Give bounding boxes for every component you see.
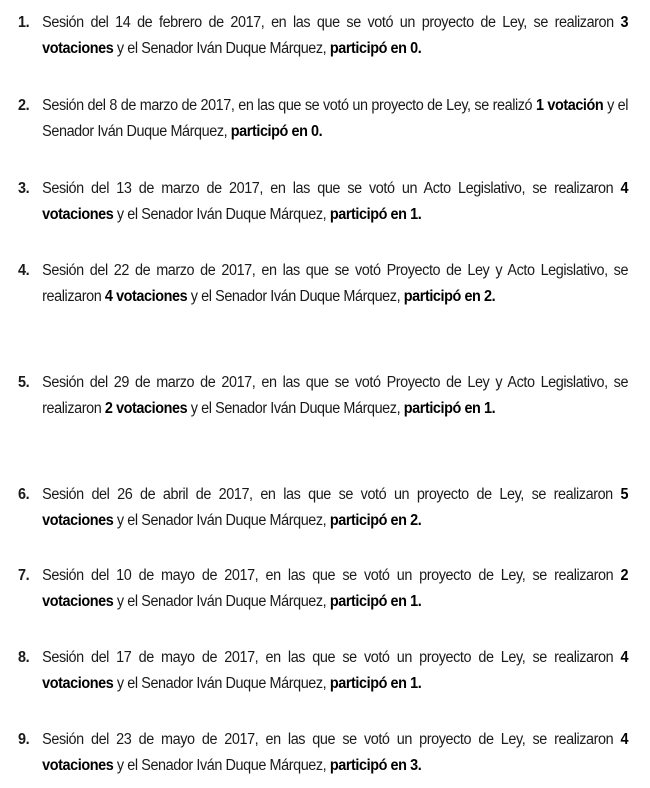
- votaciones-count: 4 votaciones: [42, 649, 629, 692]
- votaciones-count: 2 votaciones: [42, 567, 629, 610]
- participacion-count: participó en 2.: [329, 512, 422, 529]
- item-number: 7.: [18, 567, 30, 584]
- item-text: [42, 482, 628, 534]
- item-text-part: y el Senador Iván Duque Márquez,: [187, 288, 404, 305]
- item-text-part: y el Senador Iván Duque Márquez,: [113, 757, 330, 774]
- participacion-count: participó en 0.: [329, 40, 422, 57]
- votaciones-count: 2 votaciones: [104, 400, 188, 417]
- list-item-1: [18, 10, 629, 62]
- item-text-part: y el Senador Iván Duque Márquez,: [113, 40, 330, 57]
- item-text: [42, 10, 628, 62]
- participacion-count: participó en 1.: [329, 206, 422, 223]
- item-text-part: Sesión del 26 de abril de 2017, en las que se votó un proyecto de Ley, se realizaron: [42, 486, 621, 503]
- votaciones-count: 5 votaciones: [42, 486, 629, 529]
- list-item-3: [18, 176, 629, 228]
- item-number: 4.: [18, 262, 30, 279]
- list-item-7: [18, 563, 629, 615]
- item-text-part: Sesión del 22 de marzo de 2017, en las que se votó Proyecto de Ley y Acto Legislativo, se realizaron: [42, 262, 629, 305]
- item-text-part: Sesión del 10 de mayo de 2017, en las que se votó un proyecto de Ley, se realizaron: [42, 567, 621, 584]
- item-number: 6.: [18, 486, 30, 503]
- item-number: 8.: [18, 649, 30, 666]
- votaciones-count: 4 votaciones: [42, 731, 629, 774]
- item-number: 9.: [18, 731, 30, 748]
- item-text: [42, 93, 628, 145]
- item-text-part: y el Senador Iván Duque Márquez,: [42, 97, 629, 140]
- item-text-part: y el Senador Iván Duque Márquez,: [187, 400, 404, 417]
- item-text-part: Sesión del 8 de marzo de 2017, en las que se votó un proyecto de Ley, se realizó: [42, 97, 536, 114]
- participacion-count: participó en 1.: [329, 675, 422, 692]
- votaciones-count: 3 votaciones: [42, 14, 629, 57]
- item-text-part: y el Senador Iván Duque Márquez,: [113, 206, 330, 223]
- participacion-count: participó en 0.: [230, 123, 323, 140]
- item-text: [42, 176, 628, 228]
- item-text-part: Sesión del 13 de marzo de 2017, en las que se votó un Acto Legislativo, se realizaron: [42, 180, 621, 197]
- item-number: 1.: [18, 14, 30, 31]
- item-text-part: y el Senador Iván Duque Márquez,: [113, 512, 330, 529]
- list-item-8: [18, 645, 629, 697]
- list-item-6: [18, 482, 629, 534]
- list-item-5: [18, 370, 629, 422]
- votaciones-count: 1 votación: [535, 97, 604, 114]
- item-number: 2.: [18, 97, 30, 114]
- votaciones-count: 4 votaciones: [104, 288, 188, 305]
- item-text-part: Sesión del 29 de marzo de 2017, en las que se votó Proyecto de Ley y Acto Legislativo, se realizaron: [42, 374, 629, 417]
- participacion-count: participó en 2.: [403, 288, 496, 305]
- item-text-part: Sesión del 23 de mayo de 2017, en las que se votó un proyecto de Ley, se realizaron: [42, 731, 621, 748]
- participacion-count: participó en 1.: [329, 593, 422, 610]
- item-text: [42, 563, 628, 615]
- item-text: [42, 727, 628, 779]
- list-item-4: [18, 258, 629, 310]
- item-text-part: y el Senador Iván Duque Márquez,: [113, 675, 330, 692]
- list-item-9: [18, 727, 629, 779]
- participacion-count: participó en 3.: [329, 757, 422, 774]
- item-number: 3.: [18, 180, 30, 197]
- item-text-part: Sesión del 17 de mayo de 2017, en las que se votó un proyecto de Ley, se realizaron: [42, 649, 621, 666]
- item-text: [42, 258, 628, 310]
- votaciones-count: 4 votaciones: [42, 180, 629, 223]
- item-text-part: y el Senador Iván Duque Márquez,: [113, 593, 330, 610]
- item-text-part: Sesión del 14 de febrero de 2017, en las que se votó un proyecto de Ley, se realizaron: [42, 14, 621, 31]
- list-item-2: [18, 93, 629, 145]
- item-text: [42, 645, 628, 697]
- item-number: 5.: [18, 374, 30, 391]
- item-text: [42, 370, 628, 422]
- participacion-count: participó en 1.: [403, 400, 496, 417]
